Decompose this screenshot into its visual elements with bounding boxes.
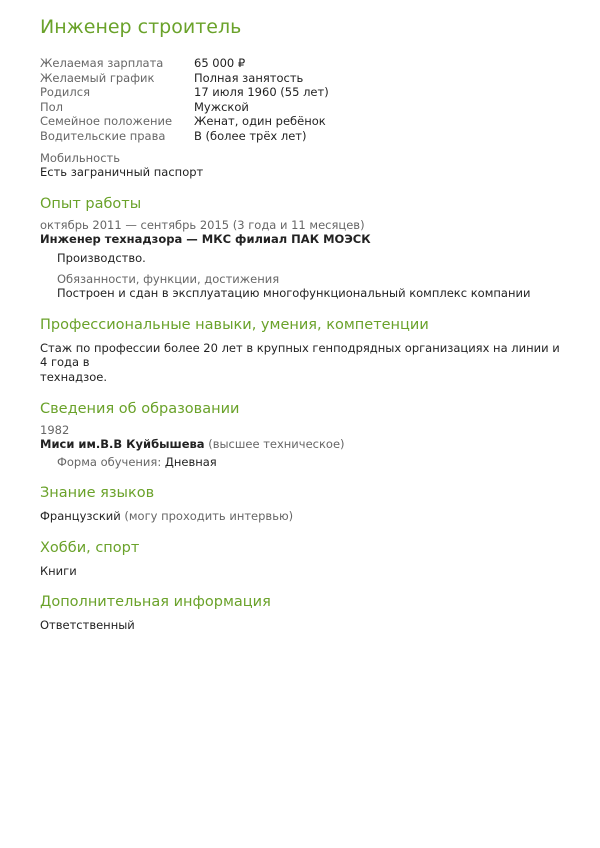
family-value: Женат, один ребёнок xyxy=(194,114,326,129)
education-institution: Миси им.В.В Куйбышева xyxy=(40,437,205,452)
experience-duties-label: Обязанности, функции, достижения xyxy=(57,271,280,286)
education-heading: Сведения об образовании xyxy=(40,400,240,417)
language-name: Французский xyxy=(40,509,121,524)
mobility-value: Есть заграничный паспорт xyxy=(40,165,204,180)
birth-label: Родился xyxy=(40,85,90,100)
experience-heading: Опыт работы xyxy=(40,195,142,212)
language-level: (могу проходить интервью) xyxy=(124,509,294,524)
experience-period: октябрь 2011 — сентябрь 2015 (3 года и 11 месяцев) xyxy=(40,217,365,232)
additional-heading: Дополнительная информация xyxy=(40,594,271,611)
mobility-block xyxy=(40,151,570,180)
additional-text: Ответственный xyxy=(40,618,135,633)
experience-industry: Производство. xyxy=(57,250,146,265)
skills-text-line1: Стаж по профессии более 20 лет в крупных генподрядных организациях на линии и 4 года в xyxy=(40,340,560,370)
education-level: (высшее техническое) xyxy=(208,437,345,452)
gender-label: Пол xyxy=(40,99,64,114)
resume-title: Инженер строитель xyxy=(40,16,242,38)
salary-value: 65 000 ₽ xyxy=(194,56,246,70)
education-section xyxy=(40,399,570,470)
experience-position: Инженер технадзора — МКС филиал ПАК МОЭСК xyxy=(40,232,371,247)
hobbies-text: Книги xyxy=(40,563,77,578)
personal-info xyxy=(40,56,570,144)
skills-section xyxy=(40,315,570,385)
education-institution-line xyxy=(40,437,570,452)
hobbies-heading: Хобби, спорт xyxy=(40,539,140,556)
skills-text-line2: технадзое. xyxy=(40,369,107,384)
languages-line xyxy=(40,509,570,524)
schedule-label: Желаемый график xyxy=(40,70,155,85)
hobbies-section xyxy=(40,538,570,579)
mobility-label: Мобильность xyxy=(40,150,121,165)
skills-heading: Профессиональные навыки, умения, компетенции xyxy=(40,316,429,333)
experience-section xyxy=(40,194,570,301)
education-form-label: Форма обучения: xyxy=(57,454,162,469)
license-value: B (более трёх лет) xyxy=(194,128,307,143)
family-label: Семейное положение xyxy=(40,114,173,129)
languages-section xyxy=(40,483,570,524)
education-form-line xyxy=(40,455,570,470)
experience-duties-text: Построен и сдан в эксплуатацию многофункциональный комплекс компании xyxy=(57,286,531,301)
education-form-value: Дневная xyxy=(164,454,217,469)
birth-value: 17 июля 1960 (55 лет) xyxy=(194,85,329,100)
schedule-value: Полная занятость xyxy=(194,70,304,85)
salary-label: Желаемая зарплата xyxy=(40,56,164,70)
education-year: 1982 xyxy=(40,422,70,437)
additional-section xyxy=(40,592,570,633)
resume-page xyxy=(40,14,570,633)
gender-value: Мужской xyxy=(194,99,249,114)
license-label: Водительские права xyxy=(40,128,166,143)
languages-heading: Знание языков xyxy=(40,485,155,502)
